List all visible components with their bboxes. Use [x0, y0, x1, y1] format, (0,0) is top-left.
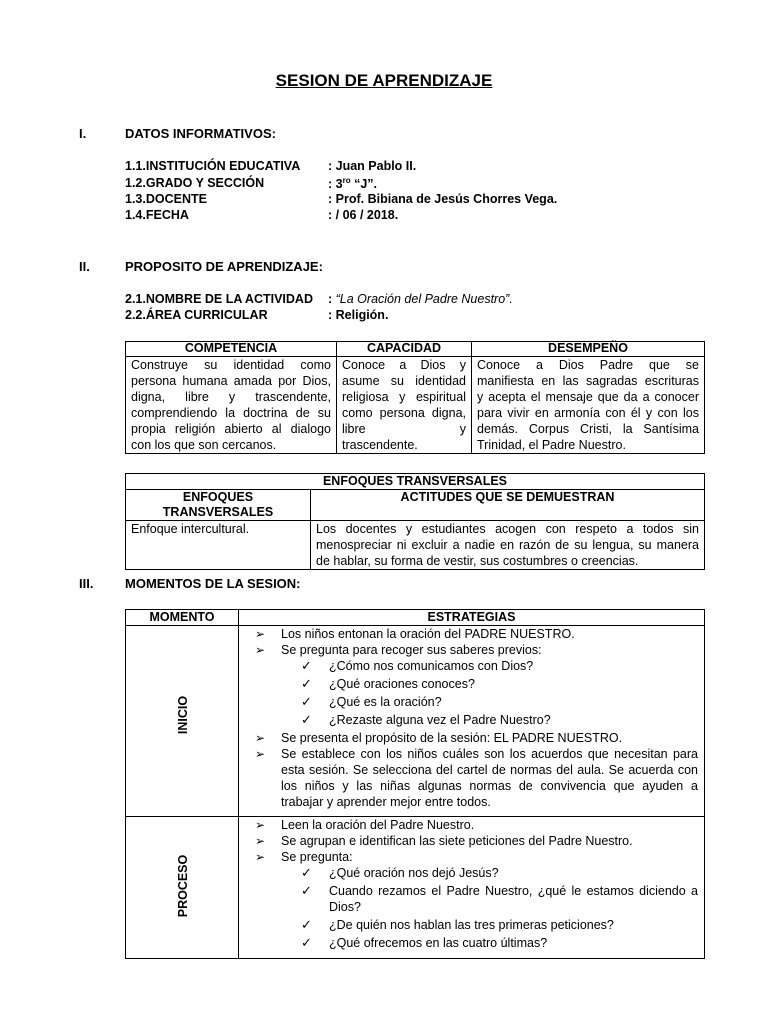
estrategias-proceso-cell: [239, 817, 705, 959]
momento-inicio-cell: [126, 626, 239, 817]
competencias-table: [125, 341, 705, 454]
datos-row: [125, 208, 725, 224]
check-bullet-icon: ✓: [301, 917, 312, 932]
arrow-bullet-icon: ➢: [255, 731, 266, 745]
momento-proceso-cell: [126, 817, 239, 959]
cell-desempeno: [472, 357, 705, 454]
check-bullet-icon: ✓: [301, 883, 312, 898]
text-line: Construye su identidad como: [131, 358, 331, 372]
text-line: persona humana amada por Dios,: [131, 374, 331, 388]
strategy-item: [249, 746, 698, 810]
strategy-line: trabajar y aprender mejor entre todos.: [281, 795, 491, 809]
strategy-line: Se agrupan e identifican las siete peticiones del Padre Nuestro.: [281, 834, 633, 848]
text-line: como persona digna,: [342, 406, 466, 420]
strategy-line: ¿Qué oración nos dejó Jesús?: [329, 866, 499, 880]
strategy-line: ¿De quién nos hablan las tres primeras peticiones?: [329, 918, 614, 932]
strategy-item: [249, 817, 698, 833]
strategy-item: [249, 642, 698, 658]
cell-competencia: [126, 357, 337, 454]
header-momento: MOMENTO: [126, 610, 239, 626]
strategy-item: [249, 883, 698, 915]
strategy-line: esta sesión. Se selecciona del cartel de normas del aula. Se acuerda con: [281, 763, 698, 777]
strategy-item: [249, 917, 698, 933]
text-line: con los que son cercanos.: [131, 438, 277, 452]
text-line: digna, libre y trascendente,: [131, 390, 331, 404]
header-desempeno: DESEMPEÑO: [472, 342, 705, 357]
header-actitudes: ACTITUDES QUE SE DEMUESTRAN: [311, 490, 705, 521]
text-line: para vivir en armonía con él y con los: [477, 406, 699, 420]
strategy-line: ¿Cómo nos comunicamos con Dios?: [329, 659, 534, 673]
datos-value: : Prof. Bibiana de Jesús Chorres Vega.: [328, 192, 558, 206]
momento-proceso-label: PROCESO: [176, 854, 190, 918]
proposito-label: 2.1.NOMBRE DE LA ACTIVIDAD: [125, 292, 313, 306]
datos-label: 1.2.GRADO Y SECCIÓN: [125, 176, 265, 190]
header-capacidad: CAPACIDAD: [337, 342, 472, 357]
section-number: I.: [79, 126, 87, 141]
datos-value: : / 06 / 2018.: [328, 208, 399, 222]
strategy-item: [249, 935, 698, 951]
section-heading-proposito: [79, 259, 323, 274]
strategy-line: ¿Qué es la oración?: [329, 695, 442, 709]
text-line: Conoce a Dios Padre que se: [477, 358, 699, 372]
text-line: religiosa y espiritual: [342, 390, 466, 404]
datos-value: : $3^{ro}$ “J”.: [328, 176, 377, 192]
proposito-row: [125, 308, 725, 324]
header-estrategias: ESTRATEGIAS: [239, 610, 705, 626]
strategy-line: Se pregunta:: [281, 850, 353, 864]
check-bullet-icon: ✓: [301, 935, 312, 950]
strategy-line: los niños y las niñas algunas normas de convivencia que ayuden a: [281, 779, 698, 793]
datos-label: 1.1.INSTITUCIÓN EDUCATIVA: [125, 159, 301, 173]
datos-value: : Juan Pablo II.: [328, 159, 417, 173]
proposito-value: [328, 292, 513, 306]
section-number: III.: [79, 576, 94, 591]
section-heading-datos: [79, 126, 276, 141]
text-line: Conoce a Dios y: [342, 358, 466, 372]
section-title: MOMENTOS DE LA SESION:: [125, 576, 301, 591]
strategy-item: [249, 730, 698, 746]
text-line: libre y: [342, 422, 466, 436]
text-line: asume su identidad: [342, 374, 466, 388]
strategy-line: Leen la oración del Padre Nuestro.: [281, 818, 475, 832]
proposito-row: [125, 292, 725, 308]
proposito-label: 2.2.ÁREA CURRICULAR: [125, 308, 268, 322]
section-title: DATOS INFORMATIVOS:: [125, 126, 276, 141]
enfoques-table: [125, 473, 705, 570]
cell-enfoque: Enfoque intercultural.: [126, 521, 311, 570]
text-line: trascendente.: [342, 438, 418, 452]
datos-row: [125, 176, 725, 192]
enfoques-title: ENFOQUES TRANSVERSALES: [126, 474, 705, 490]
check-bullet-icon: ✓: [301, 658, 312, 673]
estrategias-inicio-cell: [239, 626, 705, 817]
arrow-bullet-icon: ➢: [255, 643, 266, 657]
strategy-line: ¿Qué oraciones conoces?: [329, 677, 475, 691]
check-bullet-icon: ✓: [301, 865, 312, 880]
text-line: y acepta el mensaje que da a conocer: [477, 390, 699, 404]
text-line: propia religión abierto al dialogo: [131, 422, 331, 436]
strategy-line: Cuando rezamos el Padre Nuestro, ¿qué le estamos diciendo a: [329, 884, 698, 898]
check-bullet-icon: ✓: [301, 694, 312, 709]
arrow-bullet-icon: ➢: [255, 850, 266, 864]
strategy-item: [249, 849, 698, 865]
proposito-prefix: :: [328, 292, 336, 306]
datos-label: 1.4.FECHA: [125, 208, 189, 222]
strategy-line: Se pregunta para recoger sus saberes previos:: [281, 643, 542, 657]
cell-actitudes: [311, 521, 705, 570]
strategy-line: Los niños entonan la oración del PADRE NUESTRO.: [281, 627, 575, 641]
arrow-bullet-icon: ➢: [255, 747, 266, 761]
datos-label: 1.3.DOCENTE: [125, 192, 207, 206]
check-bullet-icon: ✓: [301, 712, 312, 727]
arrow-bullet-icon: ➢: [255, 627, 266, 641]
text-line: menospreciar ni excluir a nadie en razón de su lengua, su manera: [316, 538, 699, 552]
strategy-item: [249, 676, 698, 692]
strategy-item: [249, 694, 698, 710]
header-competencia: COMPETENCIA: [126, 342, 337, 357]
strategy-line: Dios?: [329, 900, 361, 914]
ordinal-suffix: ro: [342, 176, 351, 185]
strategy-item: [249, 626, 698, 642]
strategy-line: Se presenta el propósito de la sesión: EL PADRE NUESTRO.: [281, 731, 623, 745]
momentos-table: [125, 609, 705, 959]
text-line: Trinidad, el Padre Nuestro.: [477, 438, 626, 452]
strategy-item: [249, 658, 698, 674]
section-title: PROPOSITO DE APRENDIZAJE:: [125, 259, 323, 274]
section-number: II.: [79, 259, 90, 274]
proposito-value: [328, 308, 388, 322]
proposito-prefix: :: [328, 308, 336, 322]
page-title: SESION DE APRENDIZAJE: [275, 71, 493, 90]
strategy-line: Se establece con los niños cuáles son los acuerdos que necesitan para: [281, 747, 698, 761]
datos-row: [125, 192, 725, 208]
proposito-text: “La Oración del Padre Nuestro”.: [335, 292, 513, 306]
strategy-line: ¿Rezaste alguna vez el Padre Nuestro?: [329, 713, 551, 727]
strategy-item: [249, 833, 698, 849]
text-line: demás. Corpus Cristi, la Santísima: [477, 422, 699, 436]
header-enfoques: ENFOQUES TRANSVERSALES: [126, 490, 311, 521]
arrow-bullet-icon: ➢: [255, 818, 266, 832]
cell-capacidad: [337, 357, 472, 454]
text-line: comprendiendo la doctrina de su: [131, 406, 331, 420]
strategy-item: [249, 865, 698, 881]
strategy-line: ¿Qué ofrecemos en las cuatro últimas?: [329, 936, 548, 950]
text-line: manifiesta en las sagradas escrituras: [477, 374, 699, 388]
text-line: Los docentes y estudiantes acogen con respeto a todos sin: [316, 522, 699, 536]
section-heading-momentos: [79, 576, 301, 591]
datos-row: [125, 159, 725, 175]
text-line: de hablar, su forma de vestir, sus costumbres o creencias.: [316, 554, 639, 568]
momento-inicio-label: INICIO: [176, 695, 190, 735]
arrow-bullet-icon: ➢: [255, 834, 266, 848]
strategy-item: [249, 712, 698, 728]
check-bullet-icon: ✓: [301, 676, 312, 691]
proposito-text: Religión.: [335, 308, 389, 322]
